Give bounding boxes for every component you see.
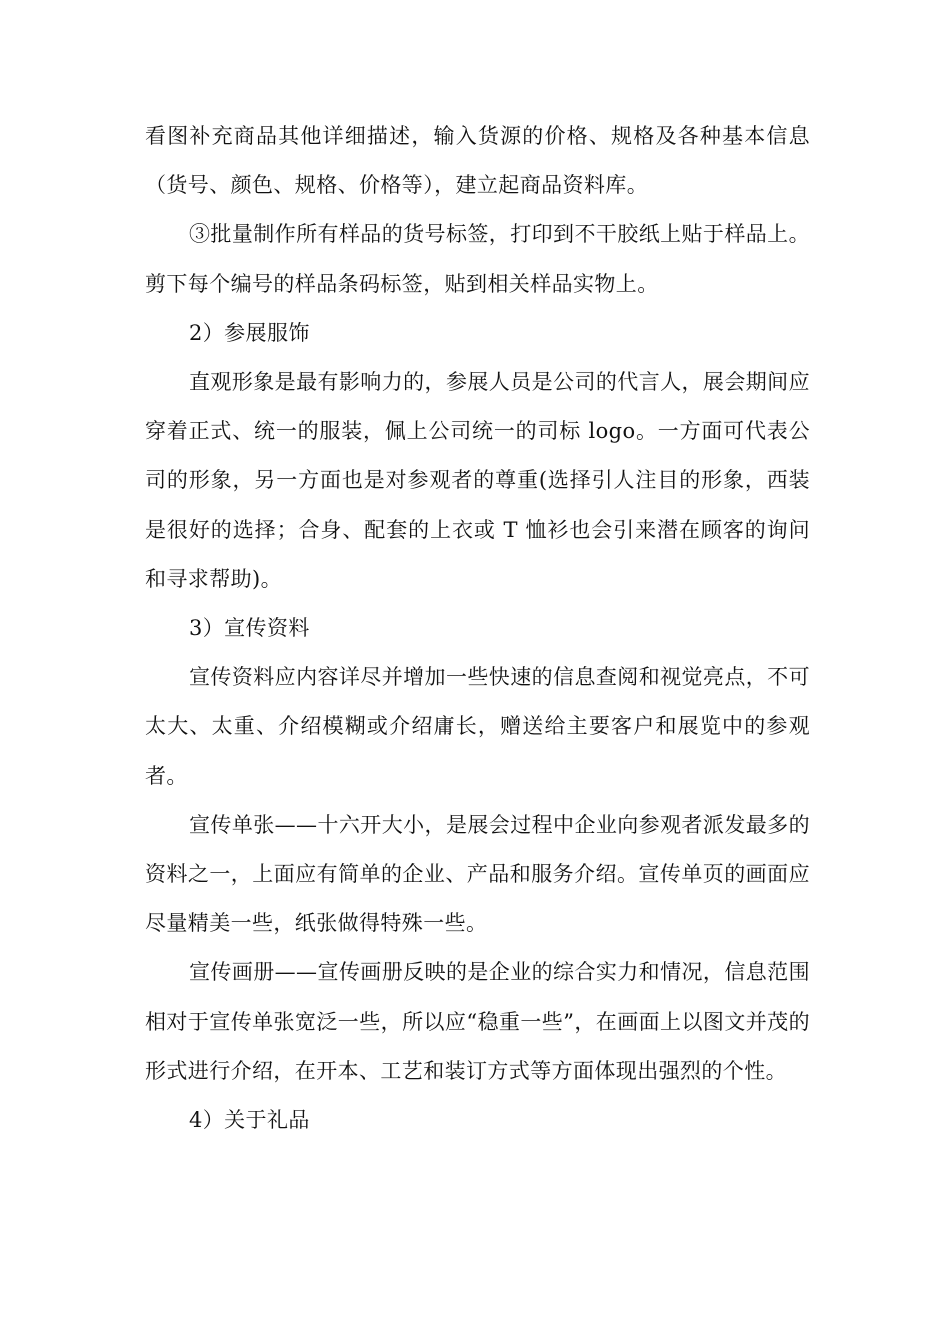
paragraph: 宣传单张——十六开大小，是展会过程中企业向参观者派发最多的资料之一，上面应有简单的企业、产品和服务介绍。宣传单页的画面应尽量精美一些，纸张做得特殊一些。	[145, 812, 810, 936]
section-heading: 3）宣传资料	[189, 616, 310, 641]
paragraph: 看图补充商品其他详细描述，输入货源的价格、规格及各种基本信息（货号、颜色、规格、价格等），建立起商品资料库。	[145, 124, 810, 198]
section-heading: 4）关于礼品	[189, 1108, 310, 1133]
paragraph: 直观形象是最有影响力的，参展人员是公司的代言人，展会期间应穿着正式、统一的服装，佩上公司统一的司标 logo。一方面可代表公司的形象，另一方面也是对参观者的尊重(选择引人注目的形象，西装是很好的选择；合身、配套的上衣或 T 恤衫也会引来潜在顾客的询问和寻求帮助)。	[145, 370, 810, 591]
paragraph: 宣传画册——宣传画册反映的是企业的综合实力和情况，信息范围相对于宣传单张宽泛一些，所以应“稳重一些”，在画面上以图文并茂的形式进行介绍，在开本、工艺和装订方式等方面体现出强烈的个性。	[145, 960, 810, 1083]
paragraph: ③批量制作所有样品的货号标签，打印到不干胶纸上贴于样品上。剪下每个编号的样品条码标签，贴到相关样品实物上。	[145, 222, 810, 296]
paragraph: 宣传资料应内容详尽并增加一些快速的信息查阅和视觉亮点，不可太大、太重、介绍模糊或介绍庸长，赠送给主要客户和展览中的参观者。	[145, 665, 810, 788]
document-body	[145, 112, 810, 1145]
section-heading: 2）参展服饰	[189, 320, 310, 345]
